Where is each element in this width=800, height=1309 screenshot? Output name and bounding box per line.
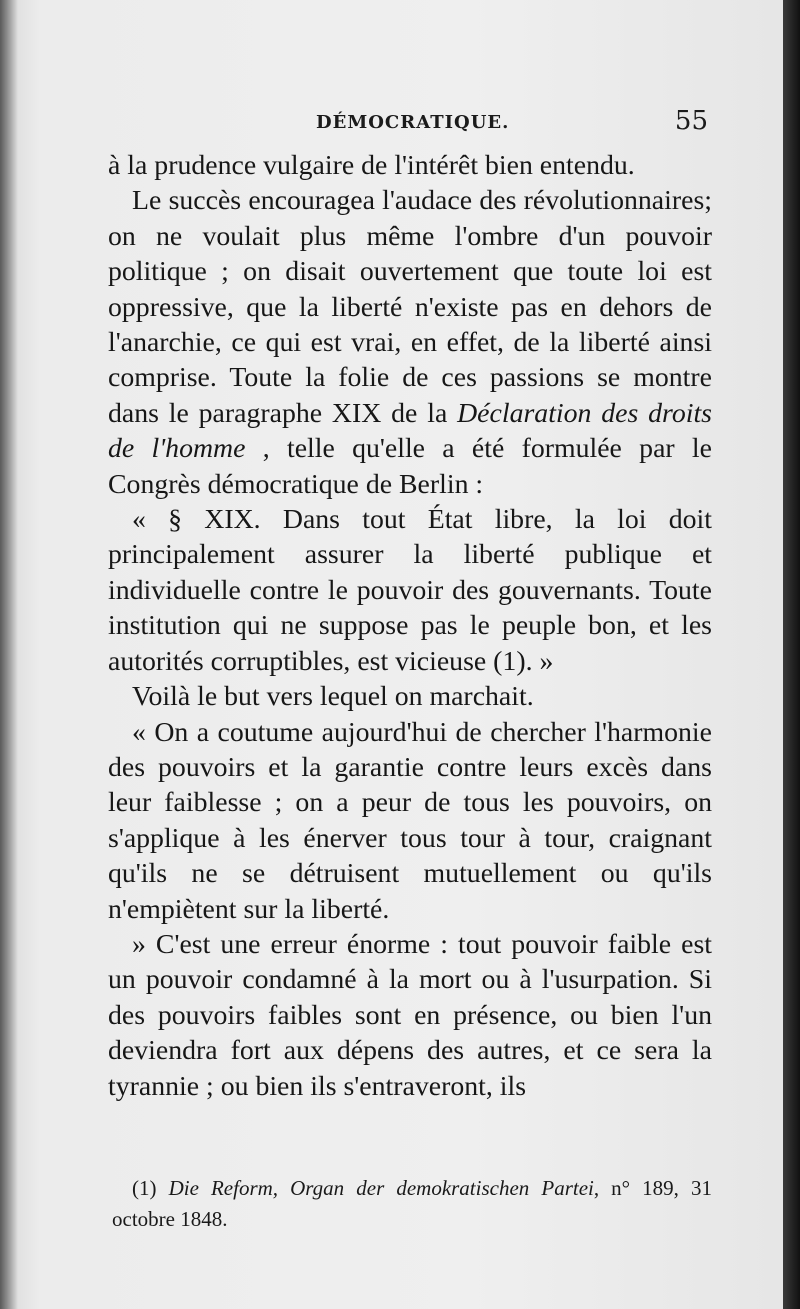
- footnote: [112, 1173, 712, 1235]
- paragraph-text: à la prudence vulgaire de l'intérêt bien entendu.: [108, 150, 635, 181]
- paragraph: [108, 927, 712, 1104]
- paragraph-text: « On a coutume aujourd'hui de chercher l'harmonie des pouvoirs et la garantie contre leurs excès dans leur faiblesse ; on a peur de tous les pouvoirs, on s'applique à les énerver tous tour à tour, craignant qu'ils ne se détruisent mutuellement ou qu'ils n'empiètent sur la liberté.: [108, 716, 712, 925]
- italic-title: Déclaration des droits de l'homme: [108, 397, 712, 465]
- paragraph-text: Voilà le but vers lequel on marchait.: [132, 681, 534, 713]
- gutter-shadow: [0, 0, 18, 1309]
- page-header: [108, 106, 708, 146]
- paragraph: [108, 148, 712, 183]
- page-number: 55: [674, 106, 708, 136]
- paragraph: [108, 715, 712, 927]
- paragraph-text: , telle qu'elle a été formulée par le Congrès démocratique de Berlin :: [108, 433, 712, 500]
- paragraph-text: Le succès encouragea l'audace des révolutionnaires; on ne voulait plus même l'ombre d'un pouvoir politique ; on disait ouvertement que toute loi est oppressive, que la liberté n'existe pas en dehors de l'anarchie, ce qui est vrai, en effet, de la liberté ainsi comprise. Toute la folie de ces passions se montre dans le paragraphe XIX de la: [108, 185, 712, 429]
- footnote-text: , n° 189, 31 octobre 1848.: [112, 1176, 712, 1231]
- footnote-marker: (1): [132, 1176, 169, 1200]
- body-text: [108, 148, 712, 1104]
- paragraph: [108, 183, 712, 502]
- running-head: DÉMOCRATIQUE.: [316, 112, 510, 133]
- page-edge: [783, 0, 800, 1309]
- paragraph: [108, 679, 712, 714]
- paragraph: [108, 502, 712, 679]
- footnote-source: Die Reform, Organ der demokratischen Partei: [168, 1176, 594, 1200]
- paragraph-text: » C'est une erreur énorme : tout pouvoir faible est un pouvoir condamné à la mort ou à l'usurpation. Si des pouvoirs faibles sont en présence, ou bien l'un deviendra fort aux dépens des autres, et ce sera la tyrannie ; ou bien ils s'entraveront, ils: [108, 928, 712, 1102]
- paragraph-text: « § XIX. Dans tout État libre, la loi doit principalement assurer la liberté publique et individuelle contre le pouvoir des gouvernants. Toute institution qui ne suppose pas le peuple bon, et les autorités corruptibles, est vicieuse (1). »: [108, 504, 712, 677]
